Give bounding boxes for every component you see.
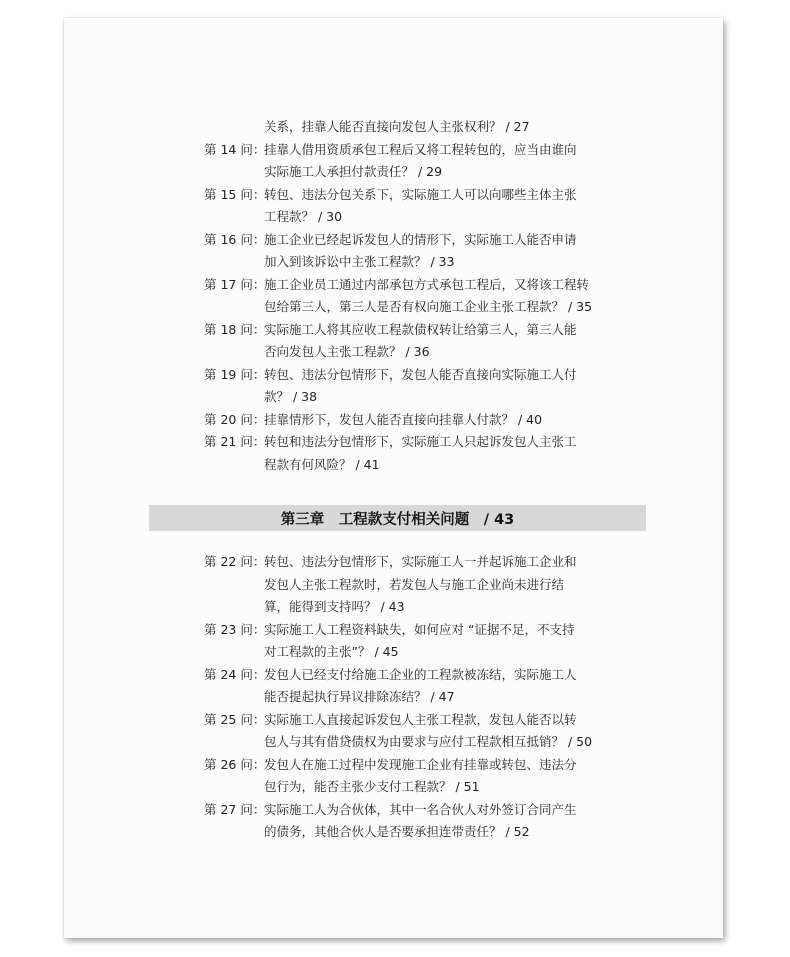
toc-entry-text [264,664,674,709]
chapter-heading: 第三章 工程款支付相关问题 / 43 [149,505,646,531]
toc-entry-line: 施工企业已经起诉发包人的情形下，实际施工人能否申请 [264,231,577,247]
toc-entry [204,754,674,799]
toc-entry-line: 挂靠人借用资质承包工程后又将工程转包的，应当由谁向 [264,141,577,157]
toc-entry-line: 包行为，能否主张少支付工程款？ / 51 [264,779,480,794]
toc-entry-number: 第 16 问： [204,231,266,247]
toc-continuation [204,116,674,139]
toc-entry [204,664,674,709]
toc-entry-text [264,799,674,844]
toc-entry-number: 第 21 问： [204,434,266,449]
toc-entry-line: 否向发包人主张工程款？ / 36 [264,344,430,359]
toc-entry [204,274,674,319]
toc-entry-line: 加入到该诉讼中主张工程款？ / 33 [264,254,455,269]
book-page [64,18,723,938]
toc-entry-line: 包人与其有借贷债权为由要求与应付工程款相互抵销？ / 50 [264,734,593,749]
toc-entry-line: 实际施工人工程资料缺失，如何应对 “证据不足，不支持 [264,621,575,637]
toc-entry [204,619,674,664]
toc-entry-text [264,754,674,799]
toc-section-chapter-3 [204,551,674,844]
toc-entry [204,799,674,844]
toc-entry [204,364,674,409]
toc-entry-text [264,551,674,619]
toc-entry-line: 的债务，其他合伙人是否要承担连带责任？ / 52 [264,824,530,839]
toc-entry [204,551,674,619]
toc-entry-number: 第 26 问： [204,756,266,772]
toc-entry-line: 转包、违法分包关系下，实际施工人可以向哪些主体主张 [264,186,577,202]
toc-entry [204,431,674,476]
toc-entry [204,116,674,139]
toc-entry-number: 第 24 问： [204,666,266,682]
toc-entry-text [264,431,674,476]
toc-entry-text [264,229,674,274]
toc-entry-line: 发包人已经支付给施工企业的工程款被冻结，实际施工人 [264,666,577,682]
toc-entry-number: 第 14 问： [204,141,266,157]
toc-entry-text [264,709,674,754]
toc-entry-text [264,364,674,409]
toc-entry-line: 款？ / 38 [264,389,318,404]
toc-entry-number: 第 19 问： [204,366,266,382]
toc-entry-text [264,184,674,229]
toc-entry-text [264,409,674,432]
toc-entry [204,229,674,274]
toc-entry-text [264,274,674,319]
toc-entry [204,184,674,229]
toc-entry-number: 第 27 问： [204,801,266,817]
toc-entry [204,709,674,754]
toc-entry-line: 挂靠情形下，发包人能否直接向挂靠人付款？ / 40 [264,411,543,427]
toc-entry-line: 发包人在施工过程中发现施工企业有挂靠或转包、违法分 [264,756,577,772]
toc-entry [204,409,674,432]
toc-entry [204,139,674,184]
toc-entry-text [264,319,674,364]
toc-entry-number: 第 17 问： [204,276,266,292]
toc-entry-line: 施工企业员工通过内部承包方式承包工程后，又将该工程转 [264,276,590,292]
toc-entry-number: 第 23 问： [204,621,266,637]
toc-entry-line: 实际施工人为合伙体，其中一名合伙人对外签订合同产生 [264,801,577,817]
toc-entry-line: 工程款？ / 30 [264,209,343,224]
toc-entry-line: 发包人主张工程款时，若发包人与施工企业尚未进行结 [264,576,565,592]
toc-entry-line: 算，能得到支持吗？ / 43 [264,599,405,614]
toc-entry-line: 关系，挂靠人能否直接向发包人主张权利？ / 27 [264,119,530,134]
toc-section-chapter-2 [204,139,674,477]
toc-entry-line: 实际施工人直接起诉发包人主张工程款，发包人能否以转 [264,711,577,727]
toc-entry-line: 实际施工人将其应收工程款债权转让给第三人，第三人能 [264,321,577,337]
toc-entry-line: 能否提起执行异议排除冻结？ / 47 [264,689,455,704]
toc-entry-number: 第 18 问： [204,321,266,337]
toc-entry-number-blank [204,116,264,139]
toc-entry-text [264,116,674,139]
toc-entry [204,319,674,364]
toc-entry-number: 第 20 问： [204,411,266,427]
toc-entry-line: 实际施工人承担付款责任？ / 29 [264,164,443,179]
toc-entry-line: 包给第三人，第三人是否有权向施工企业主张工程款？ / 35 [264,299,593,314]
toc-entry-line: 程款有何风险？ / 41 [264,456,380,472]
toc-entry-line: 对工程款的主张”？ / 45 [264,644,399,659]
toc-entry-text [264,619,674,664]
toc-entry-line: 转包和违法分包情形下，实际施工人只起诉发包人主张工 [264,434,577,449]
toc-entry-text [264,139,674,184]
toc-entry-number: 第 15 问： [204,186,266,202]
toc-entry-number: 第 25 问： [204,711,266,727]
toc-entry-line: 转包、违法分包情形下，实际施工人一并起诉施工企业和 [264,554,577,569]
toc-entry-line: 转包、违法分包情形下，发包人能否直接向实际施工人付 [264,366,577,382]
toc-entry-number: 第 22 问： [204,554,266,569]
